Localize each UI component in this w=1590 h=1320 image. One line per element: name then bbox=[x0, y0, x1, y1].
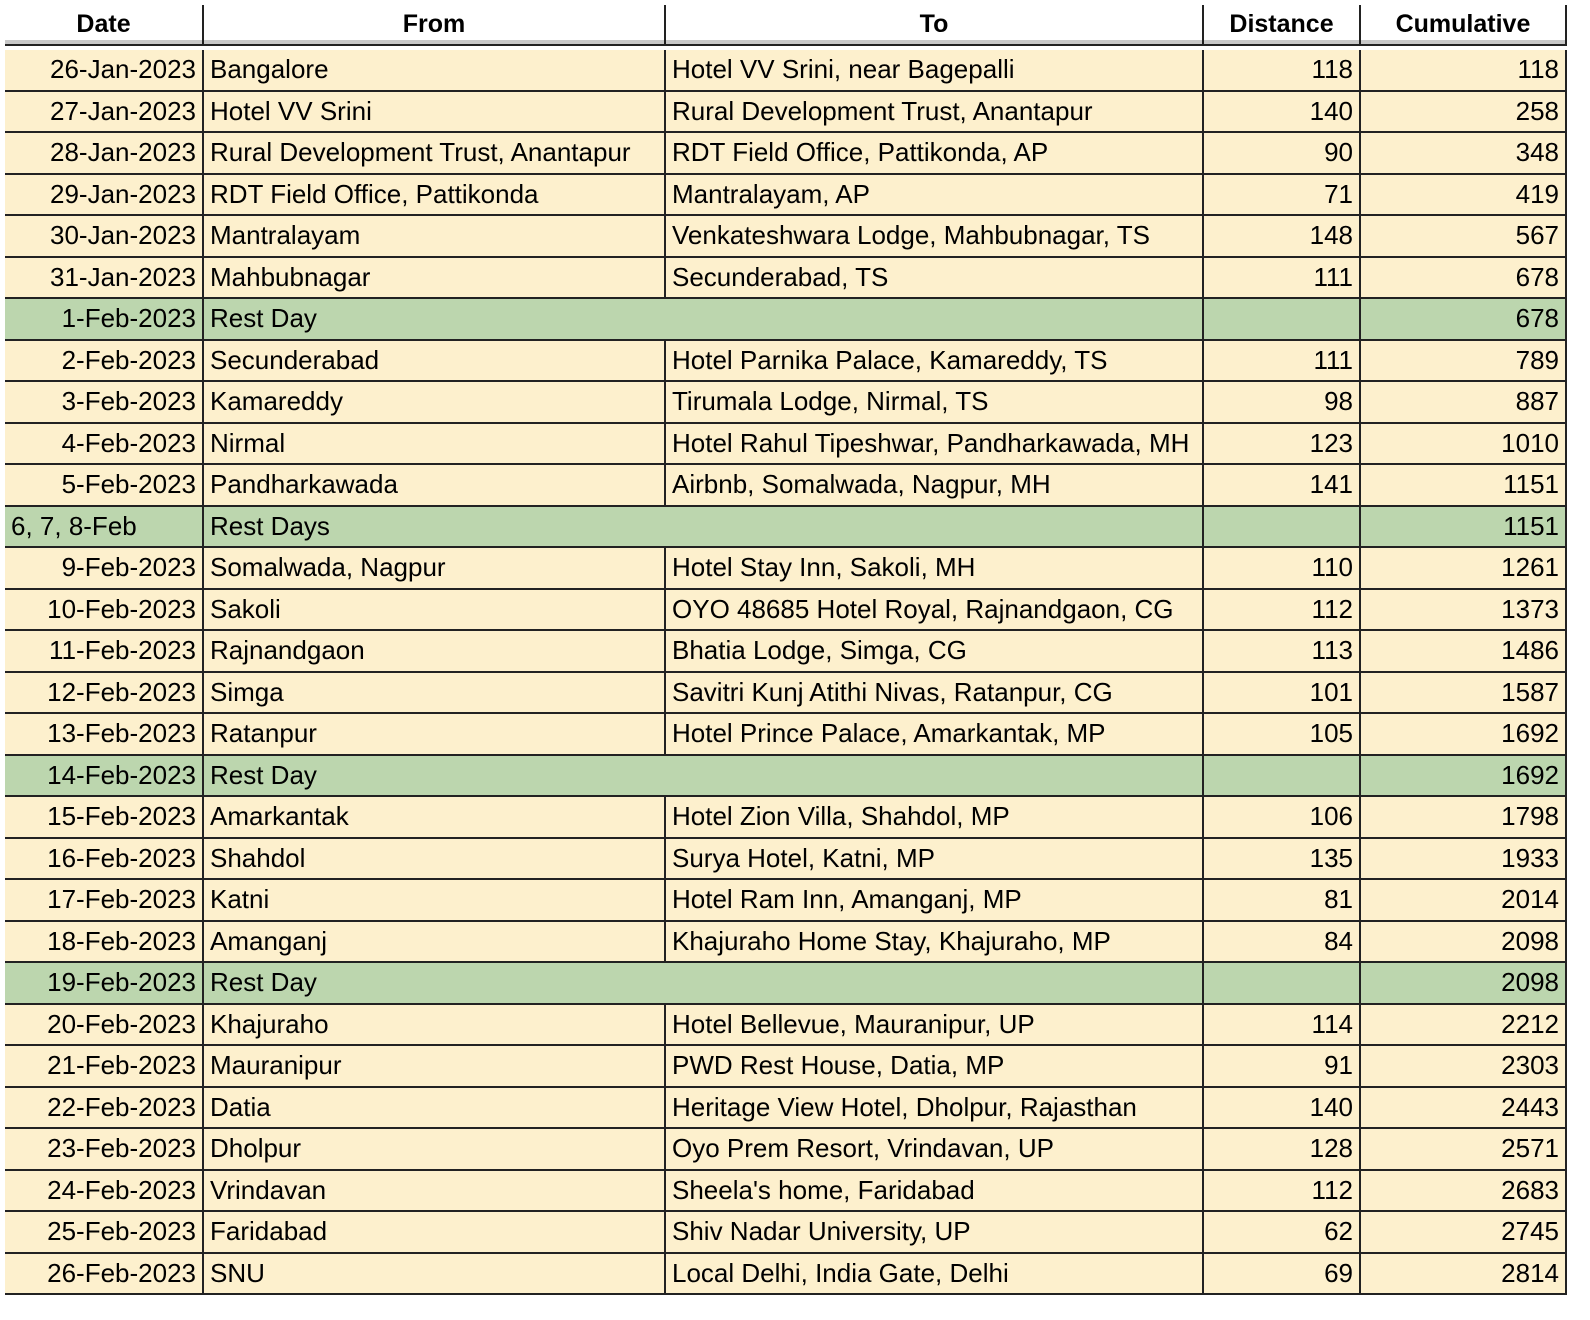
from-cell[interactable]: Secunderabad bbox=[203, 340, 665, 382]
to-cell[interactable]: Mantralayam, AP bbox=[665, 174, 1203, 216]
distance-cell[interactable]: 62 bbox=[1203, 1211, 1360, 1253]
distance-cell[interactable]: 91 bbox=[1203, 1045, 1360, 1087]
table-row bbox=[5, 1045, 1566, 1087]
date-cell[interactable]: 9-Feb-2023 bbox=[5, 547, 203, 589]
date-cell[interactable]: 26-Feb-2023 bbox=[5, 1253, 203, 1295]
distance-cell[interactable]: 140 bbox=[1203, 91, 1360, 133]
table-row bbox=[5, 464, 1566, 506]
from-cell[interactable]: Rajnandgaon bbox=[203, 630, 665, 672]
from-cell[interactable]: Pandharkawada bbox=[203, 464, 665, 506]
table-row bbox=[5, 91, 1566, 133]
from-cell[interactable]: Shahdol bbox=[203, 838, 665, 880]
to-cell[interactable]: Surya Hotel, Katni, MP bbox=[665, 838, 1203, 880]
distance-cell[interactable]: 111 bbox=[1203, 340, 1360, 382]
to-cell[interactable]: Shiv Nadar University, UP bbox=[665, 1211, 1203, 1253]
cumulative-cell[interactable]: 1151 bbox=[1360, 506, 1566, 548]
to-cell[interactable]: PWD Rest House, Datia, MP bbox=[665, 1045, 1203, 1087]
to-cell[interactable]: RDT Field Office, Pattikonda, AP bbox=[665, 132, 1203, 174]
cumulative-cell[interactable]: 2098 bbox=[1360, 921, 1566, 963]
date-cell[interactable]: 16-Feb-2023 bbox=[5, 838, 203, 880]
distance-cell[interactable]: 123 bbox=[1203, 423, 1360, 465]
rest-day-row bbox=[5, 298, 1566, 340]
header-date[interactable]: Date bbox=[5, 5, 203, 45]
cumulative-cell[interactable]: 2303 bbox=[1360, 1045, 1566, 1087]
date-cell[interactable]: 1-Feb-2023 bbox=[5, 298, 203, 340]
table-row bbox=[5, 921, 1566, 963]
from-cell[interactable]: Amanganj bbox=[203, 921, 665, 963]
rest-day-row bbox=[5, 506, 1566, 548]
distance-cell[interactable]: 105 bbox=[1203, 713, 1360, 755]
cumulative-cell[interactable]: 419 bbox=[1360, 174, 1566, 216]
to-cell[interactable]: Hotel Stay Inn, Sakoli, MH bbox=[665, 547, 1203, 589]
cumulative-cell[interactable]: 2014 bbox=[1360, 879, 1566, 921]
date-cell[interactable]: 18-Feb-2023 bbox=[5, 921, 203, 963]
to-cell[interactable]: Hotel Bellevue, Mauranipur, UP bbox=[665, 1004, 1203, 1046]
header-distance[interactable]: Distance bbox=[1203, 5, 1360, 45]
header-row bbox=[5, 5, 1566, 45]
header-from[interactable]: From bbox=[203, 5, 665, 45]
cumulative-cell[interactable]: 887 bbox=[1360, 381, 1566, 423]
header-cumulative[interactable]: Cumulative bbox=[1360, 5, 1566, 45]
cumulative-cell[interactable]: 1933 bbox=[1360, 838, 1566, 880]
date-cell[interactable]: 30-Jan-2023 bbox=[5, 215, 203, 257]
date-cell[interactable]: 15-Feb-2023 bbox=[5, 796, 203, 838]
to-cell[interactable]: Airbnb, Somalwada, Nagpur, MH bbox=[665, 464, 1203, 506]
from-cell[interactable]: Kamareddy bbox=[203, 381, 665, 423]
cumulative-cell[interactable]: 789 bbox=[1360, 340, 1566, 382]
to-cell[interactable]: Hotel VV Srini, near Bagepalli bbox=[665, 50, 1203, 91]
from-cell[interactable]: Faridabad bbox=[203, 1211, 665, 1253]
date-cell[interactable]: 24-Feb-2023 bbox=[5, 1170, 203, 1212]
to-cell[interactable]: Khajuraho Home Stay, Khajuraho, MP bbox=[665, 921, 1203, 963]
cumulative-cell[interactable]: 1486 bbox=[1360, 630, 1566, 672]
from-cell[interactable]: Somalwada, Nagpur bbox=[203, 547, 665, 589]
to-cell[interactable]: Tirumala Lodge, Nirmal, TS bbox=[665, 381, 1203, 423]
date-cell[interactable]: 2-Feb-2023 bbox=[5, 340, 203, 382]
distance-cell[interactable]: 101 bbox=[1203, 672, 1360, 714]
distance-cell[interactable]: 141 bbox=[1203, 464, 1360, 506]
from-cell[interactable]: Rest Day bbox=[203, 962, 1203, 1004]
cumulative-cell[interactable]: 678 bbox=[1360, 257, 1566, 299]
date-cell[interactable]: 4-Feb-2023 bbox=[5, 423, 203, 465]
table-row bbox=[5, 1253, 1566, 1295]
from-cell[interactable]: Amarkantak bbox=[203, 796, 665, 838]
from-cell[interactable]: RDT Field Office, Pattikonda bbox=[203, 174, 665, 216]
cumulative-cell[interactable]: 1373 bbox=[1360, 589, 1566, 631]
distance-cell[interactable]: 71 bbox=[1203, 174, 1360, 216]
table-row bbox=[5, 796, 1566, 838]
sheet-body bbox=[5, 45, 1566, 1294]
from-cell[interactable]: Khajuraho bbox=[203, 1004, 665, 1046]
distance-cell[interactable]: 110 bbox=[1203, 547, 1360, 589]
from-cell[interactable]: Bangalore bbox=[203, 50, 665, 91]
cumulative-cell[interactable]: 2098 bbox=[1360, 962, 1566, 1004]
table-row bbox=[5, 1211, 1566, 1253]
table-row bbox=[5, 630, 1566, 672]
date-cell[interactable]: 25-Feb-2023 bbox=[5, 1211, 203, 1253]
cumulative-cell[interactable]: 2443 bbox=[1360, 1087, 1566, 1129]
date-cell[interactable]: 21-Feb-2023 bbox=[5, 1045, 203, 1087]
distance-cell[interactable]: 112 bbox=[1203, 589, 1360, 631]
table-row bbox=[5, 1087, 1566, 1129]
to-cell[interactable]: Heritage View Hotel, Dholpur, Rajasthan bbox=[665, 1087, 1203, 1129]
cumulative-cell[interactable]: 2571 bbox=[1360, 1128, 1566, 1170]
table-row bbox=[5, 381, 1566, 423]
date-cell[interactable]: 14-Feb-2023 bbox=[5, 755, 203, 797]
date-cell[interactable]: 23-Feb-2023 bbox=[5, 1128, 203, 1170]
from-cell[interactable]: Simga bbox=[203, 672, 665, 714]
date-cell[interactable]: 5-Feb-2023 bbox=[5, 464, 203, 506]
to-cell[interactable]: Hotel Zion Villa, Shahdol, MP bbox=[665, 796, 1203, 838]
from-cell[interactable]: Nirmal bbox=[203, 423, 665, 465]
table-row bbox=[5, 713, 1566, 755]
cumulative-cell[interactable]: 2745 bbox=[1360, 1211, 1566, 1253]
table-row bbox=[5, 340, 1566, 382]
cumulative-cell[interactable]: 2212 bbox=[1360, 1004, 1566, 1046]
header-to[interactable]: To bbox=[665, 5, 1203, 45]
distance-cell[interactable]: 111 bbox=[1203, 257, 1360, 299]
rest-day-row bbox=[5, 962, 1566, 1004]
table-row bbox=[5, 257, 1566, 299]
table-row bbox=[5, 672, 1566, 714]
cumulative-cell[interactable]: 1798 bbox=[1360, 796, 1566, 838]
date-cell[interactable]: 29-Jan-2023 bbox=[5, 174, 203, 216]
to-cell[interactable]: Secunderabad, TS bbox=[665, 257, 1203, 299]
to-cell[interactable]: Venkateshwara Lodge, Mahbubnagar, TS bbox=[665, 215, 1203, 257]
cumulative-cell[interactable]: 1587 bbox=[1360, 672, 1566, 714]
table-row bbox=[5, 423, 1566, 465]
table-row bbox=[5, 174, 1566, 216]
from-cell[interactable]: Mahbubnagar bbox=[203, 257, 665, 299]
from-cell[interactable]: Datia bbox=[203, 1087, 665, 1129]
from-cell[interactable]: Rest Days bbox=[203, 506, 1203, 548]
cumulative-cell[interactable]: 678 bbox=[1360, 298, 1566, 340]
distance-cell[interactable] bbox=[1203, 298, 1360, 340]
to-cell[interactable]: Rural Development Trust, Anantapur bbox=[665, 91, 1203, 133]
to-cell[interactable]: Savitri Kunj Atithi Nivas, Ratanpur, CG bbox=[665, 672, 1203, 714]
cumulative-cell[interactable]: 348 bbox=[1360, 132, 1566, 174]
table-row bbox=[5, 215, 1566, 257]
table-row bbox=[5, 1004, 1566, 1046]
cumulative-cell[interactable]: 1010 bbox=[1360, 423, 1566, 465]
from-cell[interactable]: Sakoli bbox=[203, 589, 665, 631]
distance-cell[interactable] bbox=[1203, 755, 1360, 797]
distance-cell[interactable]: 81 bbox=[1203, 879, 1360, 921]
table-row bbox=[5, 589, 1566, 631]
table-row bbox=[5, 50, 1566, 91]
rest-day-row bbox=[5, 755, 1566, 797]
cumulative-cell[interactable]: 1692 bbox=[1360, 755, 1566, 797]
from-cell[interactable]: Mauranipur bbox=[203, 1045, 665, 1087]
date-cell[interactable]: 10-Feb-2023 bbox=[5, 589, 203, 631]
distance-cell[interactable]: 106 bbox=[1203, 796, 1360, 838]
cumulative-cell[interactable]: 1151 bbox=[1360, 464, 1566, 506]
table-row bbox=[5, 838, 1566, 880]
distance-cell[interactable]: 148 bbox=[1203, 215, 1360, 257]
from-cell[interactable]: Vrindavan bbox=[203, 1170, 665, 1212]
to-cell[interactable]: Bhatia Lodge, Simga, CG bbox=[665, 630, 1203, 672]
from-cell[interactable]: Rural Development Trust, Anantapur bbox=[203, 132, 665, 174]
to-cell[interactable]: Sheela's home, Faridabad bbox=[665, 1170, 1203, 1212]
table-row bbox=[5, 879, 1566, 921]
date-cell[interactable]: 27-Jan-2023 bbox=[5, 91, 203, 133]
from-cell[interactable]: Ratanpur bbox=[203, 713, 665, 755]
distance-cell[interactable]: 128 bbox=[1203, 1128, 1360, 1170]
distance-cell[interactable] bbox=[1203, 962, 1360, 1004]
date-cell[interactable]: 31-Jan-2023 bbox=[5, 257, 203, 299]
date-cell[interactable]: 28-Jan-2023 bbox=[5, 132, 203, 174]
cumulative-cell[interactable]: 258 bbox=[1360, 91, 1566, 133]
from-cell[interactable]: Rest Day bbox=[203, 298, 1203, 340]
distance-cell[interactable]: 84 bbox=[1203, 921, 1360, 963]
from-cell[interactable]: Dholpur bbox=[203, 1128, 665, 1170]
from-cell[interactable]: Rest Day bbox=[203, 755, 1203, 797]
to-cell[interactable]: Hotel Parnika Palace, Kamareddy, TS bbox=[665, 340, 1203, 382]
distance-cell[interactable] bbox=[1203, 506, 1360, 548]
date-cell[interactable]: 6, 7, 8-Feb bbox=[5, 506, 203, 548]
distance-cell[interactable]: 113 bbox=[1203, 630, 1360, 672]
date-cell[interactable]: 26-Jan-2023 bbox=[5, 50, 203, 91]
to-cell[interactable]: Hotel Rahul Tipeshwar, Pandharkawada, MH bbox=[665, 423, 1203, 465]
date-cell[interactable]: 12-Feb-2023 bbox=[5, 672, 203, 714]
cumulative-cell[interactable]: 2683 bbox=[1360, 1170, 1566, 1212]
distance-cell[interactable]: 118 bbox=[1203, 50, 1360, 91]
date-cell[interactable]: 22-Feb-2023 bbox=[5, 1087, 203, 1129]
table-row bbox=[5, 547, 1566, 589]
distance-cell[interactable]: 140 bbox=[1203, 1087, 1360, 1129]
distance-cell[interactable]: 114 bbox=[1203, 1004, 1360, 1046]
to-cell[interactable]: Oyo Prem Resort, Vrindavan, UP bbox=[665, 1128, 1203, 1170]
date-cell[interactable]: 11-Feb-2023 bbox=[5, 630, 203, 672]
table-row bbox=[5, 1170, 1566, 1212]
date-cell[interactable]: 13-Feb-2023 bbox=[5, 713, 203, 755]
distance-cell[interactable]: 112 bbox=[1203, 1170, 1360, 1212]
distance-cell[interactable]: 135 bbox=[1203, 838, 1360, 880]
distance-cell[interactable]: 98 bbox=[1203, 381, 1360, 423]
to-cell[interactable]: Hotel Ram Inn, Amanganj, MP bbox=[665, 879, 1203, 921]
to-cell[interactable]: Hotel Prince Palace, Amarkantak, MP bbox=[665, 713, 1203, 755]
date-cell[interactable]: 19-Feb-2023 bbox=[5, 962, 203, 1004]
from-cell[interactable]: Katni bbox=[203, 879, 665, 921]
cumulative-cell[interactable]: 1692 bbox=[1360, 713, 1566, 755]
from-cell[interactable]: SNU bbox=[203, 1253, 665, 1295]
table-row bbox=[5, 1128, 1566, 1170]
date-cell[interactable]: 3-Feb-2023 bbox=[5, 381, 203, 423]
to-cell[interactable]: Local Delhi, India Gate, Delhi bbox=[665, 1253, 1203, 1295]
cumulative-cell[interactable]: 1261 bbox=[1360, 547, 1566, 589]
distance-cell[interactable]: 90 bbox=[1203, 132, 1360, 174]
from-cell[interactable]: Mantralayam bbox=[203, 215, 665, 257]
trip-itinerary-sheet bbox=[5, 5, 1567, 1295]
table-row bbox=[5, 132, 1566, 174]
date-cell[interactable]: 17-Feb-2023 bbox=[5, 879, 203, 921]
to-cell[interactable]: OYO 48685 Hotel Royal, Rajnandgaon, CG bbox=[665, 589, 1203, 631]
from-cell[interactable]: Hotel VV Srini bbox=[203, 91, 665, 133]
cumulative-cell[interactable]: 2814 bbox=[1360, 1253, 1566, 1295]
cumulative-cell[interactable]: 567 bbox=[1360, 215, 1566, 257]
distance-cell[interactable]: 69 bbox=[1203, 1253, 1360, 1295]
cumulative-cell[interactable]: 118 bbox=[1360, 50, 1566, 91]
date-cell[interactable]: 20-Feb-2023 bbox=[5, 1004, 203, 1046]
